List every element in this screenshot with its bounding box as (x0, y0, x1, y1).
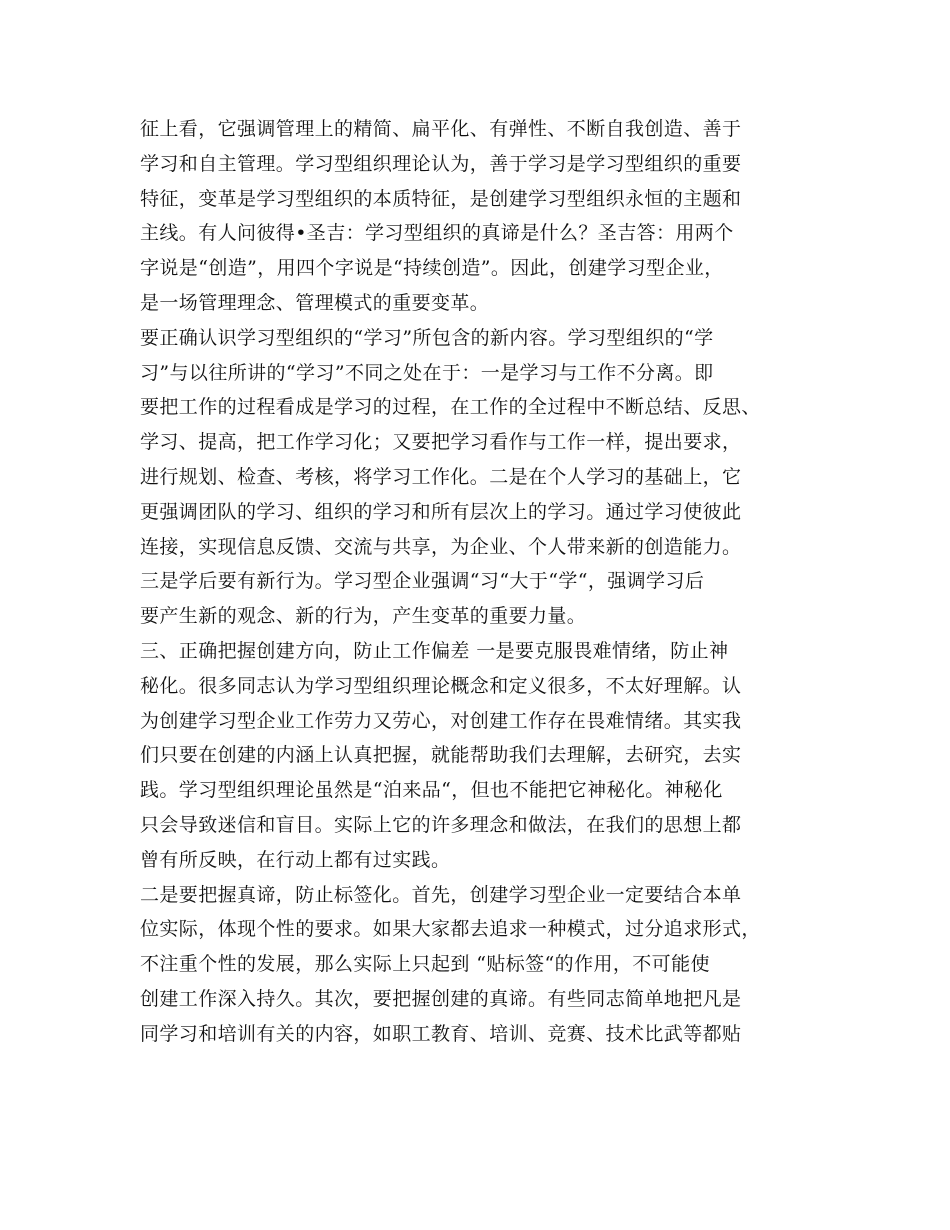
text-line: 不注重个性的发展，那么实际上只起到 “贴标签“的作用，不可能使 (140, 953, 710, 976)
text-line: 为创建学习型企业工作劳力又劳心，对创建工作存在畏难情绪。其实我 (140, 709, 742, 732)
text-line: 习”与以往所讲的“学习”不同之处在于：一是学习与工作不分离。即 (140, 361, 714, 384)
text-line: 连接，实现信息反馈、交流与共享，为企业、个人带来新的创造能力。 (140, 535, 742, 558)
text-line: 学习和自主管理。学习型组织理论认为，善于学习是学习型组织的重要 (140, 152, 742, 175)
text-line: 践。学习型组织理论虽然是“泊来品“，但也不能把它神秘化。神秘化 (140, 779, 723, 802)
text-line: 二是要把握真谛，防止标签化。首先，创建学习型企业一定要结合本单 (140, 883, 742, 906)
text-line: 要产生新的观念、新的行为，产生变革的重要力量。 (140, 605, 587, 628)
text-line: 们只要在创建的内涵上认真把握，就能帮助我们去理解，去研究，去实 (140, 744, 742, 767)
text-line: 三、正确把握创建方向，防止工作偏差 一是要克服畏难情绪，防止神 (140, 639, 729, 662)
text-line: 三是学后要有新行为。学习型企业强调“习“大于“学“，强调学习后 (140, 570, 705, 593)
text-line: 位实际，体现个性的要求。如果大家都去追求一种模式，过分追求形式， (140, 918, 761, 941)
text-line: 字说是“创造”，用四个字说是“持续创造”。因此，创建学习型企业， (140, 257, 724, 280)
text-line: 学习、提高，把工作学习化；又要把学习看作与工作一样，提出要求， (140, 431, 742, 454)
document-body (140, 112, 840, 1052)
text-line: 要正确认识学习型组织的“学习”所包含的新内容。学习型组织的“学 (140, 326, 714, 349)
text-line: 主线。有人问彼得•圣吉：学习型组织的真谛是什么？圣吉答：用两个 (140, 222, 734, 245)
text-line: 进行规划、检查、考核，将学习工作化。二是在个人学习的基础上，它 (140, 465, 742, 488)
text-line: 创建工作深入持久。其次，要把握创建的真谛。有些同志简单地把凡是 (140, 987, 742, 1010)
text-line: 更强调团队的学习、组织的学习和所有层次上的学习。通过学习使彼此 (140, 500, 742, 523)
text-line: 要把工作的过程看成是学习的过程，在工作的全过程中不断总结、反思、 (140, 396, 761, 419)
text-line: 征上看，它强调管理上的精简、扁平化、有弹性、不断自我创造、善于 (140, 118, 742, 140)
text-line: 是一场管理理念、管理模式的重要变革。 (140, 291, 490, 314)
text-line: 秘化。很多同志认为学习型组织理论概念和定义很多，不太好理解。认 (140, 674, 742, 697)
text-line: 只会导致迷信和盲目。实际上它的许多理念和做法，在我们的思想上都 (140, 813, 742, 836)
text-line: 同学习和培训有关的内容，如职工教育、培训、竞赛、技术比武等都贴 (140, 1022, 742, 1045)
text-line: 特征，变革是学习型组织的本质特征，是创建学习型组织永恒的主题和 (140, 187, 742, 210)
text-line: 曾有所反映，在行动上都有过实践。 (140, 848, 451, 871)
